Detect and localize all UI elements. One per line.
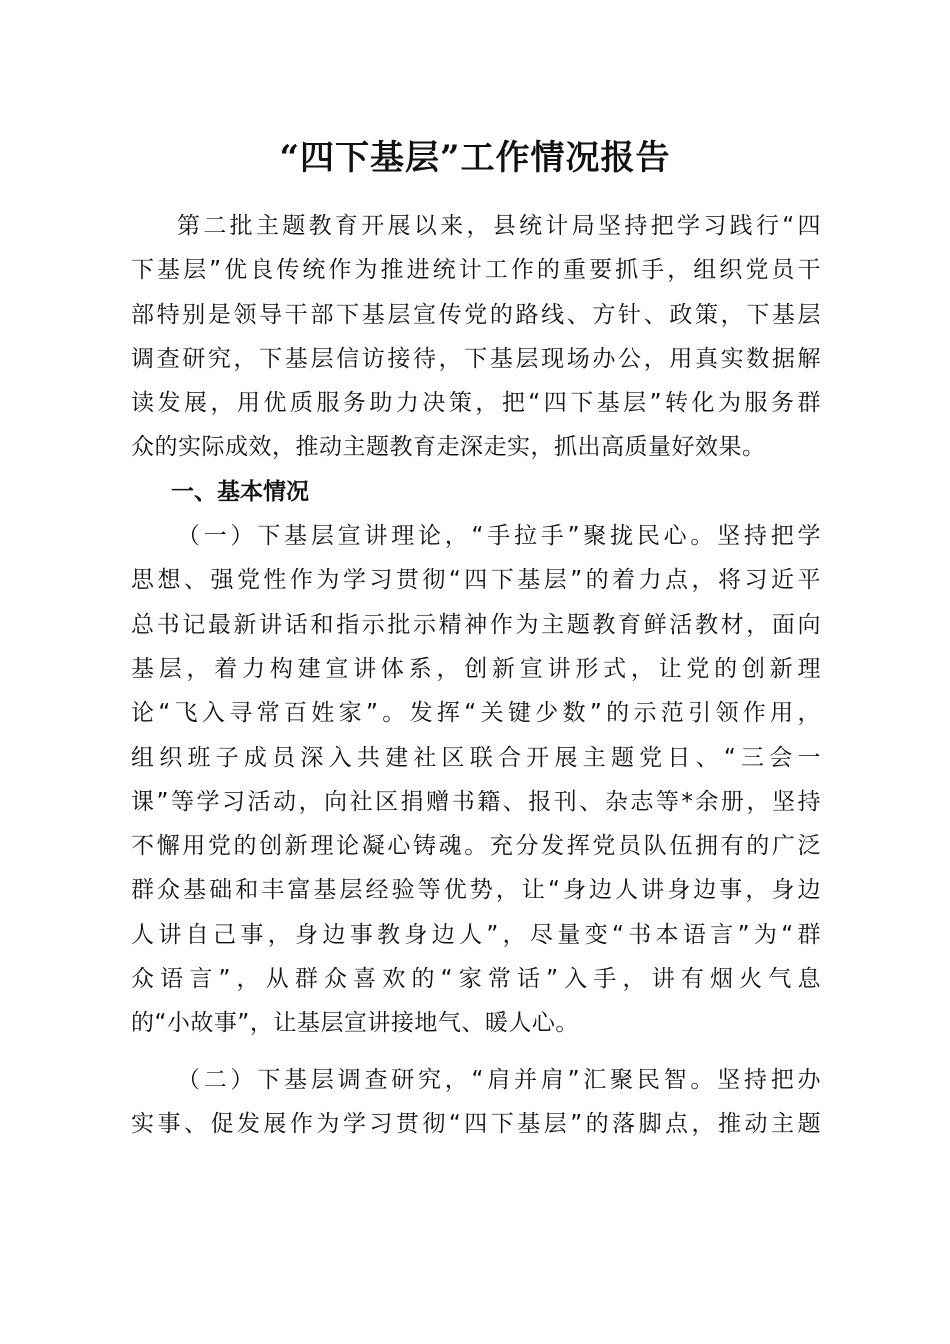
paragraph-line: 的“小故事”，让基层宣讲接地气、暖人心。 bbox=[131, 1010, 579, 1037]
paragraph-line: 部特别是领导干部下基层宣传党的路线、方针、政策，下基层 bbox=[131, 301, 821, 328]
paragraph-2 bbox=[131, 1058, 821, 1147]
paragraph-line: 不懈用党的创新理论凝心铸魂。充分发挥党员队伍拥有的广泛 bbox=[131, 833, 821, 860]
paragraph-line: 课”等学习活动，向社区捐赠书籍、报刊、杂志等*余册，坚持 bbox=[131, 788, 821, 815]
paragraph-line: 众语言”，从群众喜欢的“家常话”入手，讲有烟火气息 bbox=[131, 966, 821, 993]
paragraph-line: 论“飞入寻常百姓家”。发挥“关键少数”的示范引领作用， bbox=[131, 700, 821, 727]
paragraph-spacer bbox=[131, 1046, 821, 1058]
paragraph-line: 读发展，用优质服务助力决策，把“四下基层”转化为服务群 bbox=[131, 390, 821, 417]
document-body bbox=[131, 204, 821, 1146]
paragraph-line: （二）下基层调查研究，“肩并肩”汇聚民智。坚持把办 bbox=[177, 1066, 821, 1093]
intro-paragraph bbox=[131, 204, 821, 470]
paragraph-line: 众的实际成效，推动主题教育走深走实，抓出高质量好效果。 bbox=[131, 434, 766, 461]
paragraph-line: 组织班子成员深入共建社区联合开展主题党日、“三会一 bbox=[131, 744, 821, 771]
paragraph-line: 基层，着力构建宣讲体系，创新宣讲形式，让党的创新理 bbox=[131, 655, 821, 682]
paragraph-line: 思想、强党性作为学习贯彻“四下基层”的着力点，将习近平 bbox=[131, 567, 821, 594]
paragraph-line: 调查研究，下基层信访接待，下基层现场办公，用真实数据解 bbox=[131, 345, 821, 372]
paragraph-1 bbox=[131, 514, 821, 1046]
paragraph-line: （一）下基层宣讲理论，“手拉手”聚拢民心。坚持把学 bbox=[177, 523, 821, 550]
section-heading: 一、基本情况 bbox=[171, 478, 309, 505]
paragraph-line: 群众基础和丰富基层经验等优势，让“身边人讲身边事，身边 bbox=[131, 877, 821, 904]
paragraph-line: 总书记最新讲话和指示批示精神作为主题教育鲜活教材，面向 bbox=[131, 611, 821, 638]
paragraph-line: 第二批主题教育开展以来，县统计局坚持把学习践行“四 bbox=[177, 213, 821, 239]
paragraph-line: 人讲自己事，身边事教身边人”，尽量变“书本语言”为“群 bbox=[131, 921, 821, 948]
paragraph-line: 下基层”优良传统作为推进统计工作的重要抓手，组织党员干 bbox=[131, 257, 821, 284]
document-title: “四下基层”工作情况报告 bbox=[279, 138, 671, 178]
paragraph-line: 实事、促发展作为学习贯彻“四下基层”的落脚点，推动主题 bbox=[131, 1110, 821, 1137]
